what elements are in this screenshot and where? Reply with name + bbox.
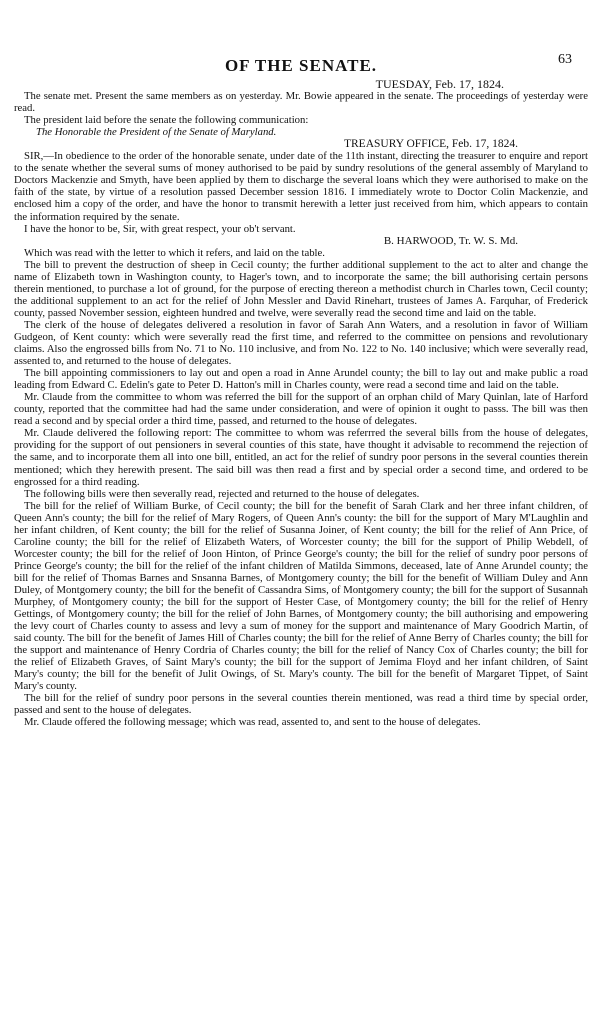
paragraph: The clerk of the house of delegates delivered a resolution in favor of Sarah Ann Waters, and a resolution in favor of William Gudgeon, of Kent county: which were severally read the first time, and referred to the committee on pensions and revolutionary claims. Also the engrossed bills from No. 71 to No. 110 inclusive, and from No. 122 to No. 140 inclusive; which were severally read, assented to, and returned to the house of delegates. xyxy=(14,318,588,368)
running-head: OF THE SENATE. xyxy=(224,56,378,75)
journal-text xyxy=(14,78,588,729)
paragraph: The bill appointing commissioners to lay out and open a road in Anne Arundel county; the bill to lay out and make public a road leading from Edward C. Edelin's gate to Peter D. Hatton's mill in Charles county, were read a second time and laid on the table. xyxy=(14,367,588,392)
paragraph: The senate met. Present the same members as on yesterday. Mr. Bowie appeared in the senate. The proceedings of yesterday were read. xyxy=(14,90,588,115)
letter-body: SIR,—In obedience to the order of the honorable senate, under date of the 11th instant, directing the treasurer to enquire and report to the senate whether the several sums of money authorised to be paid by sundry resolutions of the general assembly of Maryland to Doctors Mackenzie and Smyth, have been applied by them to discharge the several loans which they were authorised to make on the faith of the state, by virtue of a resolution passed December session 1816. I immediately wrote to Doctor Colin Mackenzie, and enclosed him a copy of the order, and have the honor to transmit herewith a letter just received from him, which appears to contain the information required by the senate. xyxy=(14,150,588,223)
paragraph: The following bills were then severally read, rejected and returned to the house of delegates. xyxy=(24,487,420,500)
paragraph: The president laid before the senate the following communication: xyxy=(24,114,309,127)
letter-dateline: TREASURY OFFICE, Feb. 17, 1824. xyxy=(343,138,518,151)
page-number: 63 xyxy=(558,52,572,67)
paragraph: The bill for the relief of William Burke, of Cecil county; the bill for the benefit of Sarah Clark and her three infant children, of Queen Ann's county; the bill for the relief of Mary Rogers, of Queen Ann's county: the bill for the support of Mary M'Laughlin and her infant children, of Kent county; the bill for the relief of Susanna Joiner, of Kent county; the bill for the relief of Ann Price, of Caroline county; the bill for the relief of Elizabeth Waters, of Worcester county; the bill for the support of Philip Webdell, of Worcester county; the bill for the relief of Joon Hinton, of Prince George's county; the bill for the relief of sundry poor persons of Prince George's county; the bill for the relief of the infant children of Matilda Simmons, deceased, late of Anne Arundel county; the bill for the relief of Thomas Barnes and Snsanna Barnes, of Montgomery county; the bill for the benefit of William Duley and Ann Duley, of Montgomery county; the bill for the benefit of Cassandra Sims, of Montgomery county; the bill for the support of Susannah Murphey, of Montgomery county; the bill for the support of Hester Case, of Montgomery county; the bill for the relief of Henry Gettings, of Montgomery county; the bill for the relief of John Barnes, of Montgomery county; the bill authorising and empowering the levy court of Charles county to assess and levy a sum of money for the support and maintenance of Mary Goodrich Martin, of said county. The bill for the benefit of James Hill of Charles county; the bill for the relief of Anne Berry of Charles county; the bill for the support and maintenance of Henry Cordria of Charles county; the bill for the relief of Nancy Cox of Charles county; the bill for the relief of Elizabeth Graves, of Saint Mary's county; the bill for the support of Jemima Floyd and her infant children, of Saint Mary's county; the bill for the benefit of Julit Owings, of St. Mary's county. The bill for the benefit of Margaret Tippet, of Saint Mary's county. xyxy=(14,499,588,693)
letter-closing: I have the honor to be, Sir, with great respect, your ob't servant. xyxy=(24,222,296,235)
paragraph: Mr. Claude delivered the following report: The committee to whom was referrred the several bills from the house of delegates, providing for the support of out pensioners in several counties of this state, have thought it advisable to recommend the rejection of the same, and to incorporate them all into one bill, entitled, an act for the relief of sundry poor persons in the several counties therein mentioned; which they herewith present. The said bill was then read a first and by special order a second time, and ordered to be engrossed for a third reading. xyxy=(14,427,588,488)
paragraph: Mr. Claude offered the following message; which was read, assented to, and sent to the house of delegates. xyxy=(24,716,481,729)
dateline: TUESDAY, Feb. 17, 1824. xyxy=(375,77,504,91)
paragraph: Which was read with the letter to which it refers, and laid on the table. xyxy=(24,246,325,259)
letter-addressee: The Honorable the President of the Senate of Maryland. xyxy=(36,126,277,139)
paragraph: The bill to prevent the destruction of sheep in Cecil county; the further additional supplement to the act to alter and change the name of Elizabeth town in Washington county, to Hager's town, and to incorporate the same; the bill authorising certain persons therein mentioned, to purchase a lot of ground, for the purpose of erecting thereon a methodist church in Charles town, Cecil county; the additional supplement to an act for the relief of John Messler and David Rinehart, trustees of James A. Farquhar, of Frederick county, passed November session, eighteen hundred and twelve, were severally read the second time and laid on the table. xyxy=(14,258,588,319)
paragraph: The bill for the relief of sundry poor persons in the several counties therein mentioned, was read a third time by special order, passed and sent to the house of delegates. xyxy=(14,692,588,717)
paragraph: Mr. Claude from the committee to whom was referred the bill for the support of an orphan child of Mary Quinlan, late of Harford county, reported that the committee had had the same under consideration, and were of opinion it ought to passs. The bill was then read a second and by special order a third time, passed, and returned to the house of delegates. xyxy=(14,391,588,428)
page-header xyxy=(14,0,588,78)
letter-signature: B. HARWOOD, Tr. W. S. Md. xyxy=(383,234,518,247)
